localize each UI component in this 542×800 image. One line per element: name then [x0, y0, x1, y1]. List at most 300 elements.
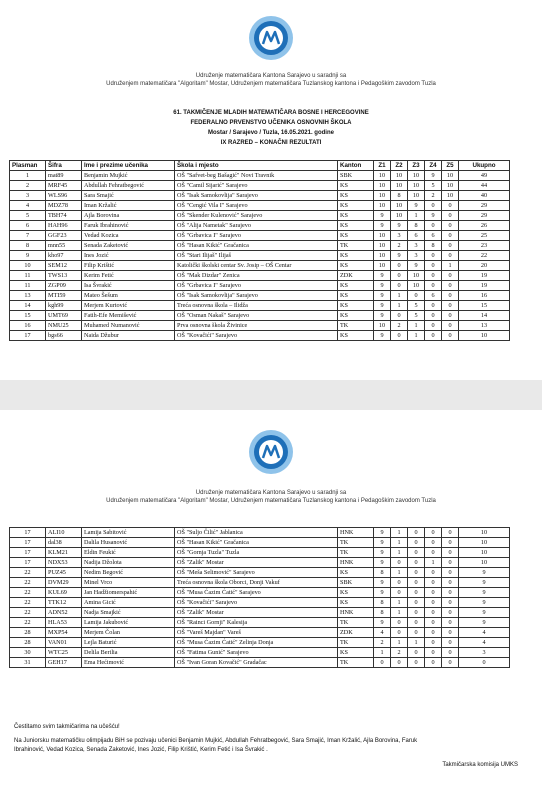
table-cell: 25	[459, 231, 510, 241]
table-cell: 9	[374, 301, 391, 311]
table-cell: 2	[374, 638, 391, 648]
table-cell: 0	[425, 281, 442, 291]
table-cell: KS	[338, 221, 374, 231]
table-cell: TK	[338, 538, 374, 548]
column-header: Z3	[408, 161, 425, 171]
table-cell: 19	[459, 281, 510, 291]
table-cell: OŠ "Gornja Tuzla" Tuzla	[175, 548, 338, 558]
results-page-1	[0, 0, 542, 380]
table-cell: 7	[10, 231, 46, 241]
table-cell: 0	[408, 628, 425, 638]
table-row	[10, 221, 510, 231]
table-row	[10, 191, 510, 201]
table-cell: HNK	[338, 608, 374, 618]
table-cell: 9	[374, 281, 391, 291]
table-cell: KS	[338, 201, 374, 211]
table-cell: Treća osnovna škola Oborci, Donji Vakuf	[175, 578, 338, 588]
table-cell: OŠ "Hasan Kikić" Gračanica	[175, 241, 338, 251]
table-row	[10, 171, 510, 181]
table-cell: HNK	[338, 528, 374, 538]
table-cell: 4	[374, 628, 391, 638]
table-cell: 28	[10, 638, 46, 648]
table-cell: OŠ "Grbavica I" Sarajevo	[175, 281, 338, 291]
table-cell: 5	[425, 181, 442, 191]
table-cell: 0	[425, 331, 442, 341]
table-cell: 0	[425, 618, 442, 628]
table-cell: mat89	[46, 171, 82, 181]
table-cell: Treća osnovna škola – Ilidža	[175, 301, 338, 311]
table-cell: OŠ "Osman Nakaš" Sarajevo	[175, 311, 338, 321]
table-cell: NDX53	[46, 558, 82, 568]
table-cell: 2	[391, 241, 408, 251]
table-cell: 22	[10, 588, 46, 598]
association-line-1: Udruženje matematičara Kantona Sarajevo u saradnji sa	[195, 490, 347, 496]
table-row	[10, 598, 510, 608]
table-cell: UMT69	[46, 311, 82, 321]
table-cell: 10	[459, 548, 510, 558]
table-cell: 8	[374, 608, 391, 618]
table-cell: 0	[391, 588, 408, 598]
table-cell: 23	[459, 241, 510, 251]
table-row	[10, 251, 510, 261]
table-cell: 0	[442, 221, 459, 231]
table-cell: 0	[408, 598, 425, 608]
table-cell: Iman Kržalić	[82, 201, 175, 211]
table-cell: 0	[425, 538, 442, 548]
table-cell: Lamija Sabitović	[82, 528, 175, 538]
table-cell: 1	[408, 211, 425, 221]
table-cell: Fatih-Efe Memišević	[82, 311, 175, 321]
table-cell: 4	[459, 628, 510, 638]
table-cell: 0	[374, 658, 391, 668]
table-cell: 15	[459, 301, 510, 311]
table-cell: 9	[425, 211, 442, 221]
table-cell: 0	[408, 538, 425, 548]
table-row	[10, 281, 510, 291]
place-date: Mostar / Sarajevo / Tuzla, 16.05.2021. godine	[208, 130, 334, 136]
table-cell: 1	[391, 301, 408, 311]
table-cell: Ema Hećimović	[82, 658, 175, 668]
table-cell: KS	[338, 311, 374, 321]
table-row	[10, 271, 510, 281]
table-cell: SBK	[338, 171, 374, 181]
table-cell: 13	[459, 321, 510, 331]
table-cell: Nedim Begović	[82, 568, 175, 578]
table-cell: KS	[338, 331, 374, 341]
table-cell: 9	[374, 588, 391, 598]
table-cell: ALI10	[46, 528, 82, 538]
table-cell: Minel Vrco	[82, 578, 175, 588]
table-cell: 0	[442, 231, 459, 241]
table-cell: MXP54	[46, 628, 82, 638]
table-cell: 0	[425, 548, 442, 558]
table-cell: 0	[408, 618, 425, 628]
column-header: Škola i mjesto	[175, 161, 338, 171]
table-row	[10, 658, 510, 668]
table-cell: 9	[374, 538, 391, 548]
table-cell: 22	[10, 608, 46, 618]
table-cell: 10	[391, 181, 408, 191]
table-cell: KS	[338, 181, 374, 191]
table-cell: 10	[374, 191, 391, 201]
table-row	[10, 321, 510, 331]
table-cell: 9	[425, 171, 442, 181]
table-cell: 1	[425, 558, 442, 568]
table-cell: 10	[391, 171, 408, 181]
table-cell: 10	[408, 191, 425, 201]
association-text	[0, 72, 542, 88]
table-cell: 0	[442, 588, 459, 598]
table-cell: 9	[374, 211, 391, 221]
table-cell: 0	[425, 321, 442, 331]
table-cell: Katolički školski centar Sv. Josip – OŠ Centar	[175, 261, 338, 271]
table-row	[10, 181, 510, 191]
competition-subtitle: FEDERALNO PRVENSTVO UČENIKA OSNOVNIH ŠKOLA	[190, 120, 352, 126]
table-cell: OŠ "Suljo Čilić" Jablanica	[175, 528, 338, 538]
table-cell: 10	[374, 241, 391, 251]
table-cell: Dalila Husanović	[82, 538, 175, 548]
table-cell: KS	[338, 261, 374, 271]
table-cell: 10	[459, 528, 510, 538]
table-cell: 17	[10, 548, 46, 558]
table-cell: WTC25	[46, 648, 82, 658]
table-cell: OŠ "Isak Samokovlija" Sarajevo	[175, 191, 338, 201]
table-cell: KLM21	[46, 548, 82, 558]
table-cell: 9	[374, 618, 391, 628]
table-cell: 0	[425, 638, 442, 648]
table-cell: 10	[10, 261, 46, 271]
table-cell: OŠ "Fatima Gunić" Sarajevo	[175, 648, 338, 658]
table-cell: KS	[338, 281, 374, 291]
table-cell: 15	[10, 311, 46, 321]
table-cell: DVM29	[46, 578, 82, 588]
table-cell: Jan Hadžiomerspahić	[82, 588, 175, 598]
results-table	[9, 160, 510, 341]
results-table-continued	[9, 527, 510, 668]
table-cell: Vedad Kozica	[82, 231, 175, 241]
table-cell: 8	[391, 191, 408, 201]
table-cell: 0	[425, 261, 442, 271]
table-cell: 29	[459, 211, 510, 221]
table-cell: OŠ "Mak Dizdar" Zenica	[175, 271, 338, 281]
table-cell: 10	[374, 201, 391, 211]
table-row	[10, 648, 510, 658]
table-cell: 0	[408, 648, 425, 658]
table-cell: 1	[391, 291, 408, 301]
table-row	[10, 578, 510, 588]
table-cell: 11	[10, 271, 46, 281]
table-cell: 17	[10, 528, 46, 538]
table-cell: TK	[338, 618, 374, 628]
table-cell: KS	[338, 211, 374, 221]
table-cell: 6	[425, 231, 442, 241]
table-cell: 1	[10, 171, 46, 181]
table-cell: 28	[10, 628, 46, 638]
table-cell: 9	[459, 578, 510, 588]
table-cell: Eldin Feukić	[82, 548, 175, 558]
table-cell: 0	[408, 528, 425, 538]
table-cell: Merjem Čolan	[82, 628, 175, 638]
table-cell: 10	[391, 201, 408, 211]
table-cell: 0	[442, 321, 459, 331]
table-cell: 31	[10, 658, 46, 668]
table-cell: KS	[338, 648, 374, 658]
table-cell: Mateo Šešum	[82, 291, 175, 301]
table-cell: Senada Zaketović	[82, 241, 175, 251]
table-cell: 10	[459, 331, 510, 341]
table-cell: 8	[425, 241, 442, 251]
table-cell: 8	[10, 241, 46, 251]
table-cell: SBK	[338, 578, 374, 588]
table-cell: Merjem Kurtović	[82, 301, 175, 311]
table-row	[10, 618, 510, 628]
table-cell: 11	[10, 281, 46, 291]
table-cell: 9	[459, 618, 510, 628]
table-cell: 2	[425, 191, 442, 201]
table-cell: KUL69	[46, 588, 82, 598]
table-cell: 1	[408, 331, 425, 341]
column-header: Z2	[391, 161, 408, 171]
results-page-2	[0, 410, 542, 800]
table-cell: 0	[391, 658, 408, 668]
table-cell: 22	[459, 251, 510, 261]
column-header: Z4	[425, 161, 442, 171]
table-cell: 5	[408, 301, 425, 311]
table-cell: 22	[10, 598, 46, 608]
table-cell: Amina Gicić	[82, 598, 175, 608]
table-cell: OŠ "Musa Ćazim Ćatić" Zelinja Donja	[175, 638, 338, 648]
table-cell: OŠ "Vareš Majdan" Vareš	[175, 628, 338, 638]
table-cell: MRF45	[46, 181, 82, 191]
table-cell: 10	[408, 281, 425, 291]
table-cell: 6	[10, 221, 46, 231]
table-cell: 5	[408, 311, 425, 321]
table-cell: TK	[338, 548, 374, 558]
table-cell: 9	[459, 588, 510, 598]
table-cell: 0	[442, 618, 459, 628]
table-cell: 9	[374, 221, 391, 231]
table-cell: Prva osnovna škola Živinice	[175, 321, 338, 331]
table-cell: 29	[459, 201, 510, 211]
table-cell: KS	[338, 588, 374, 598]
table-cell: 10	[442, 181, 459, 191]
table-cell: KS	[338, 191, 374, 201]
table-row	[10, 638, 510, 648]
table-row	[10, 538, 510, 548]
table-cell: 4	[459, 638, 510, 648]
table-cell: KS	[338, 231, 374, 241]
table-cell: 10	[374, 171, 391, 181]
association-logo-icon	[247, 14, 295, 62]
table-cell: 49	[459, 171, 510, 181]
table-cell: HAH96	[46, 221, 82, 231]
table-cell: 0	[408, 568, 425, 578]
table-cell: MDZ78	[46, 201, 82, 211]
table-cell: 0	[425, 658, 442, 668]
table-cell: 0	[442, 241, 459, 251]
table-cell: 0	[425, 568, 442, 578]
table-cell: OŠ "Stari Ilijaš" Ilijaš	[175, 251, 338, 261]
table-cell: 0	[391, 261, 408, 271]
table-cell: 9	[10, 251, 46, 261]
table-cell: 40	[459, 191, 510, 201]
table-cell: TWS13	[46, 271, 82, 281]
table-cell: HNK	[338, 558, 374, 568]
table-row	[10, 301, 510, 311]
association-line-2: Udruženjem matematičara "Algoritam" Mostar, Udruženjem matematičara Tuzlanskog kantona i Pedagoškim zavodom Tuzla	[106, 81, 436, 87]
table-cell: TK	[338, 241, 374, 251]
table-cell: mnn55	[46, 241, 82, 251]
table-cell: 10	[374, 231, 391, 241]
table-cell: 9	[374, 291, 391, 301]
table-cell: 1	[408, 638, 425, 648]
table-cell: NMU25	[46, 321, 82, 331]
table-cell: 1	[391, 568, 408, 578]
table-cell: GEH17	[46, 658, 82, 668]
table-cell: 9	[374, 331, 391, 341]
table-cell: 0	[442, 331, 459, 341]
table-cell: 0	[442, 658, 459, 668]
table-cell: SEM12	[46, 261, 82, 271]
table-cell: 8	[374, 568, 391, 578]
table-row	[10, 588, 510, 598]
table-cell: 0	[391, 558, 408, 568]
table-cell: dal38	[46, 538, 82, 548]
table-cell: 17	[10, 538, 46, 548]
table-row	[10, 291, 510, 301]
table-cell: Delila Berilia	[82, 648, 175, 658]
table-cell: 0	[408, 658, 425, 668]
table-cell: 0	[442, 578, 459, 588]
table-row	[10, 231, 510, 241]
column-header: Šifra	[46, 161, 82, 171]
table-cell: 44	[459, 181, 510, 191]
junior-note-line-2: Ibrahinović, Vedad Kozica, Senada Zaketović, Ines Jozić, Filip Krištić, Kerim Fetić i Isa Švrakić .	[14, 747, 268, 753]
table-cell: 26	[459, 221, 510, 231]
table-cell: Nadja Smajkić	[82, 608, 175, 618]
table-cell: 0	[391, 578, 408, 588]
table-cell: TTK12	[46, 598, 82, 608]
table-cell: OŠ "Zalik" Mostar	[175, 558, 338, 568]
table-cell: 3	[408, 241, 425, 251]
table-cell: 6	[425, 291, 442, 301]
table-cell: 0	[391, 331, 408, 341]
table-cell: 0	[425, 271, 442, 281]
table-cell: 0	[425, 598, 442, 608]
table-cell: Lejla Baturić	[82, 638, 175, 648]
table-cell: OŠ "Safvet-beg Bašagić" Novi Travnik	[175, 171, 338, 181]
column-header: Plasman	[10, 161, 46, 171]
table-cell: Isa Švrakić	[82, 281, 175, 291]
table-cell: Faruk Ibrahinović	[82, 221, 175, 231]
table-cell: Muhamed Numanović	[82, 321, 175, 331]
table-cell: 9	[374, 528, 391, 538]
table-cell: 0	[442, 281, 459, 291]
table-cell: 0	[425, 301, 442, 311]
table-cell: KS	[338, 568, 374, 578]
table-cell: KS	[338, 598, 374, 608]
table-cell: 0	[391, 271, 408, 281]
table-cell: 9	[459, 598, 510, 608]
table-cell: 10	[374, 321, 391, 331]
table-cell: ZDK	[338, 628, 374, 638]
table-cell: 0	[442, 598, 459, 608]
table-cell: 22	[10, 568, 46, 578]
table-cell: 17	[10, 558, 46, 568]
table-cell: 1	[391, 528, 408, 538]
table-cell: Abdullah Fehratbegović	[82, 181, 175, 191]
table-cell: OŠ "Cengić Vila I" Sarajevo	[175, 201, 338, 211]
table-row	[10, 331, 510, 341]
table-row	[10, 558, 510, 568]
table-cell: 0	[442, 558, 459, 568]
table-cell: 0	[442, 608, 459, 618]
junior-note-line-1: Na Juniorsku matematičku olimpijadu BiH se pozivaju učenici Benjamin Mujkić, Abdullah Fehratbegović, Sara Smajić, Iman Kržalić, Ajla Borovina, Faruk	[14, 738, 418, 744]
table-cell: OŠ "Grbavica I" Sarajevo	[175, 231, 338, 241]
column-header: Kanton	[338, 161, 374, 171]
table-cell: TK	[338, 658, 374, 668]
competition-title: 61. TAKMIČENJE MLADIH MATEMATIČARA BOSNE I HERCEGOVINE	[173, 110, 369, 116]
table-cell: 0	[425, 648, 442, 658]
table-cell: 10	[459, 558, 510, 568]
table-cell: TBH74	[46, 211, 82, 221]
table-cell: OŠ "Rainci Gornji" Kalesija	[175, 618, 338, 628]
table-cell: Kerim Fetić	[82, 271, 175, 281]
results-heading	[0, 108, 542, 148]
table-cell: 10	[391, 211, 408, 221]
table-cell: OŠ "Musa Ćazim Ćatić" Sarajevo	[175, 588, 338, 598]
table-cell: Nadija Džolota	[82, 558, 175, 568]
table-cell: 0	[408, 558, 425, 568]
table-cell: kgh99	[46, 301, 82, 311]
column-header: Ime i prezime učenika	[82, 161, 175, 171]
table-cell: Filip Krištić	[82, 261, 175, 271]
table-cell: 8	[374, 598, 391, 608]
table-cell: 10	[408, 171, 425, 181]
table-cell: 0	[442, 211, 459, 221]
table-cell: 0	[391, 311, 408, 321]
table-cell: 0	[391, 618, 408, 628]
table-cell: 10	[408, 271, 425, 281]
table-cell: 16	[459, 291, 510, 301]
table-cell: 2	[10, 181, 46, 191]
table-cell: 0	[408, 588, 425, 598]
table-cell: 0	[425, 528, 442, 538]
table-cell: KS	[338, 291, 374, 301]
table-cell: 3	[10, 191, 46, 201]
table-cell: 0	[442, 301, 459, 311]
table-cell: 0	[425, 221, 442, 231]
association-line-2: Udruženjem matematičara "Algoritam" Mostar, Udruženjem matematičara Tuzlanskog kantona i Pedagoškim zavodom Tuzla	[106, 498, 436, 504]
association-logo-icon	[247, 428, 295, 476]
table-cell: OŠ "Kovačići" Sarajevo	[175, 331, 338, 341]
table-cell: MTI59	[46, 291, 82, 301]
table-cell: 22	[10, 618, 46, 628]
table-cell: WLS96	[46, 191, 82, 201]
table-cell: 14	[10, 301, 46, 311]
table-cell: 3	[391, 231, 408, 241]
column-header: Z1	[374, 161, 391, 171]
table-cell: 10	[459, 538, 510, 548]
column-header: Ukupno	[459, 161, 510, 171]
table-cell: 4	[10, 201, 46, 211]
table-cell: 14	[459, 311, 510, 321]
table-cell: ZGP09	[46, 281, 82, 291]
table-header-row	[10, 161, 510, 171]
table-cell: 0	[425, 311, 442, 321]
table-cell: OŠ "Isak Samokovlija" Sarajevo	[175, 291, 338, 301]
table-cell: 1	[442, 261, 459, 271]
